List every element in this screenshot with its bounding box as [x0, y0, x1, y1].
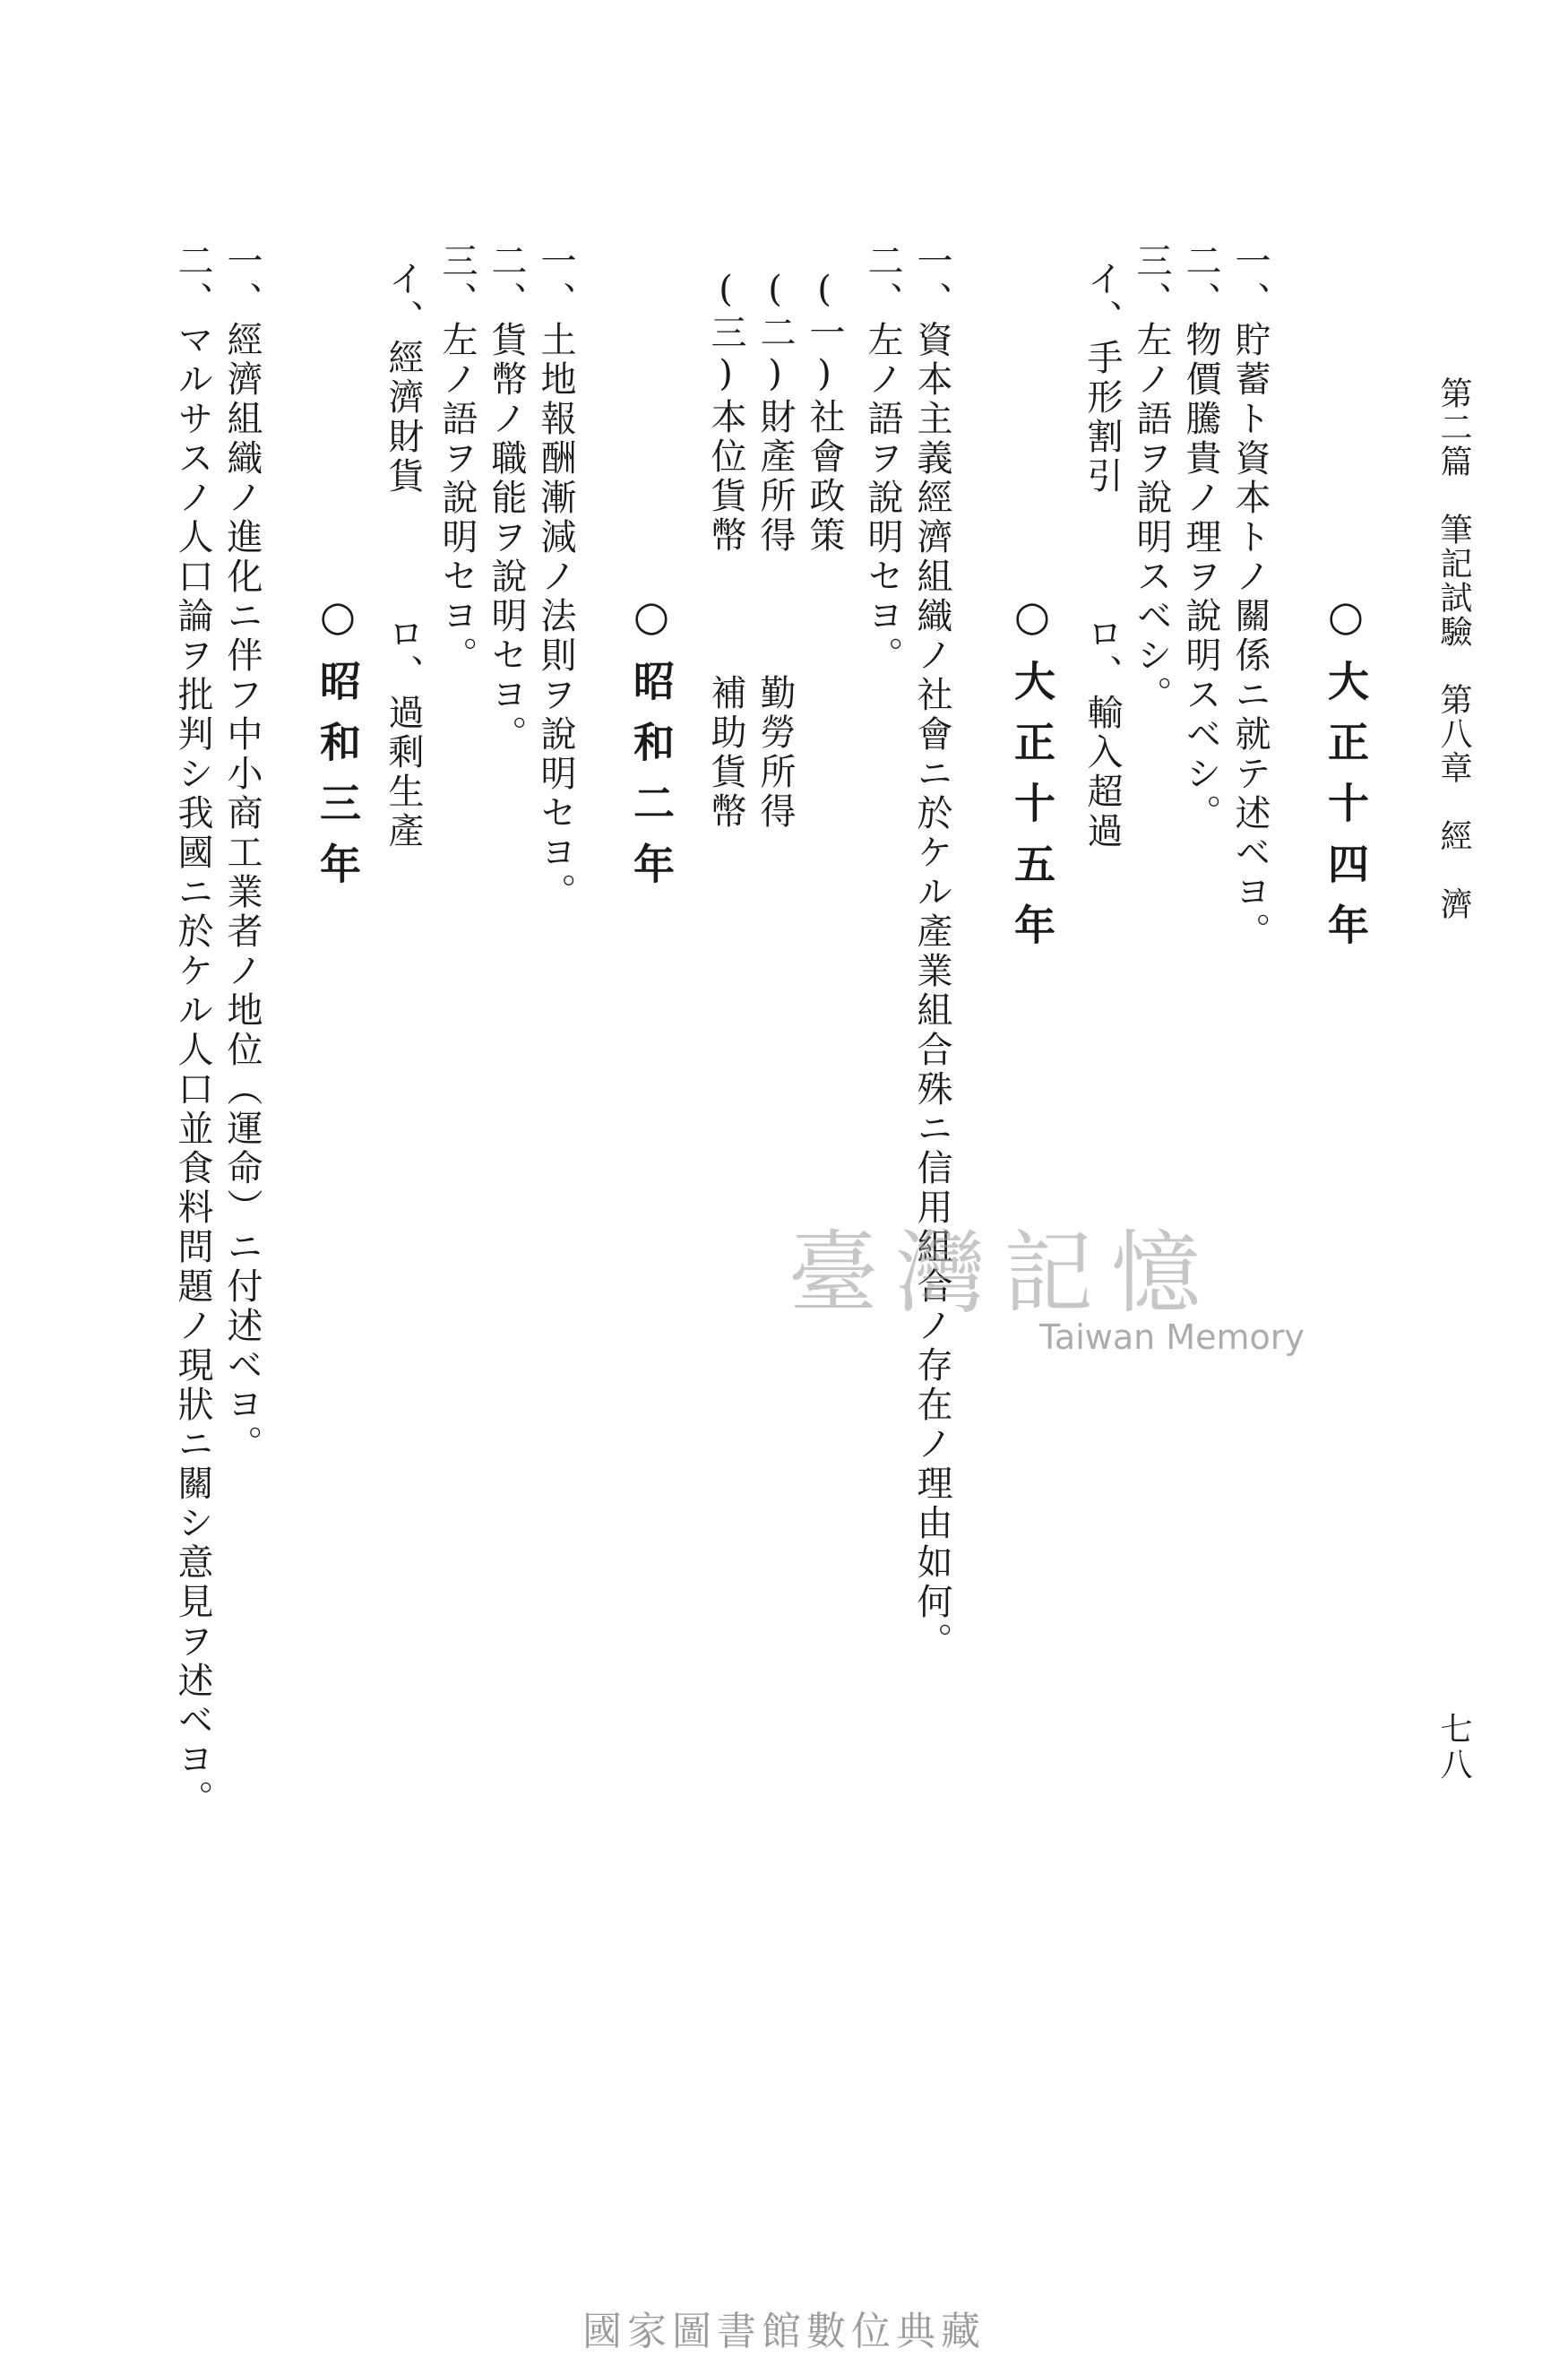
- question-item: (一)社會政策: [804, 269, 845, 556]
- question-item: (三)本位貨幣 補助貨幣: [705, 269, 746, 832]
- watermark-english-text: Taiwan Memory: [1039, 1317, 1305, 1357]
- year-heading: ○昭和二年: [627, 592, 676, 903]
- question-item: 三、左ノ語ヲ說明スベシ。: [1131, 242, 1172, 715]
- year-heading: ○大正十四年: [1322, 592, 1370, 964]
- question-item: イ、手形割引 ロ、輸入超過: [1081, 260, 1123, 851]
- footer-credit: 國家圖書館數位典藏: [582, 2309, 986, 2354]
- question-item: (二)財產所得 勤勞所得: [754, 269, 796, 832]
- question-item: 一、經濟組織ノ進化ニ伴フ中小商工業者ノ地位（運命）ニ付述ベヨ。: [221, 242, 263, 1464]
- year-heading: ○大正十五年: [1008, 592, 1056, 964]
- question-item: 二、左ノ語ヲ說明セヨ。: [862, 242, 903, 676]
- question-item: 二、貨幣ノ職能ヲ說明セヨ。: [486, 242, 527, 755]
- question-item: 一、土地報酬漸減ノ法則ヲ說明セヨ。: [535, 242, 576, 912]
- year-heading: ○昭和三年: [314, 592, 362, 903]
- question-item: イ、經濟財貨 ロ、過剩生產: [383, 260, 424, 851]
- question-item: 三、左ノ語ヲ說明セヨ。: [436, 242, 478, 676]
- question-item: 二、マルサスノ人口論ヲ批判シ我國ニ於ケル人口並食料問題ノ現狀ニ關シ意見ヲ述ベヨ。: [172, 242, 213, 1819]
- watermark-cjk-text: 臺灣記憶: [788, 1221, 1219, 1326]
- question-item: 二、物價騰貴ノ理ヲ說明スベシ。: [1180, 242, 1221, 833]
- question-item: 一、資本主義經濟組織ノ社會ニ於ケル產業組合殊ニ信用組合ノ存在ノ理由如何。: [911, 242, 952, 1662]
- running-header: 第二篇 筆記試驗 第八章 經 濟: [1435, 376, 1472, 921]
- question-item: 一、貯蓄ト資本トノ關係ニ就テ述ベヨ。: [1229, 242, 1271, 952]
- page-number: 七八: [1435, 1712, 1472, 1783]
- watermark: [780, 1201, 1317, 1380]
